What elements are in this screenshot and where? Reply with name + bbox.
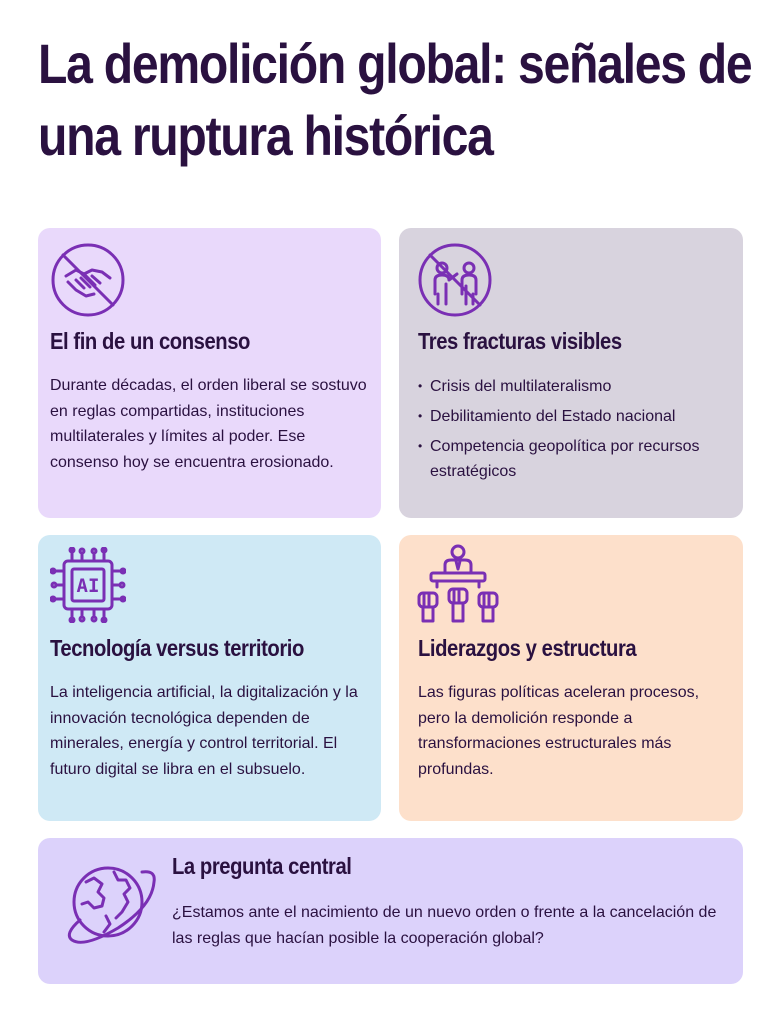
no-people-pointing-icon xyxy=(417,242,493,318)
card-heading: Tecnología versus territorio xyxy=(50,635,304,661)
list-item: • Crisis del multilateralismo xyxy=(418,374,728,399)
card-heading: Liderazgos y estructura xyxy=(418,635,637,661)
card-heading: Tres fracturas visibles xyxy=(418,328,622,354)
card-leadership xyxy=(399,535,743,821)
card-consensus xyxy=(38,228,381,518)
card-body: La inteligencia artificial, la digitalización y la innovación tecnológica dependen de minerales, energía y control territorial. El futuro digital se libra en el subsuelo. xyxy=(50,684,358,778)
page-title: La demolición global: señales de una ruptura histórica xyxy=(38,32,752,167)
card-body: Durante décadas, el orden liberal se sostuvo en reglas compartidas, instituciones multilaterales y límites al poder. Ese consenso hoy se encuentra erosionado. xyxy=(50,377,367,471)
globe-orbit-icon xyxy=(58,848,162,952)
card-heading: El fin de un consenso xyxy=(50,328,250,354)
ai-chip-icon xyxy=(50,547,126,623)
no-handshake-icon xyxy=(50,242,126,318)
list-item: • Competencia geopolítica por recursos estratégicos xyxy=(418,434,728,484)
card-heading: La pregunta central xyxy=(172,853,352,879)
ai-chip-label: AI xyxy=(76,575,100,597)
card-body: Las figuras políticas aceleran procesos, pero la demolición responde a transformaciones estructurales más profundas. xyxy=(418,684,700,778)
card-body: ¿Estamos ante el nacimiento de un nuevo orden o frente a la cancelación de las reglas que hacían posible la cooperación global? xyxy=(172,904,717,947)
card-question xyxy=(38,838,743,984)
card-technology xyxy=(38,535,381,821)
card-fractures xyxy=(399,228,743,518)
fracture-list xyxy=(418,374,728,489)
speaker-podium-fists-icon xyxy=(415,543,501,629)
list-item: • Debilitamiento del Estado nacional xyxy=(418,404,728,429)
